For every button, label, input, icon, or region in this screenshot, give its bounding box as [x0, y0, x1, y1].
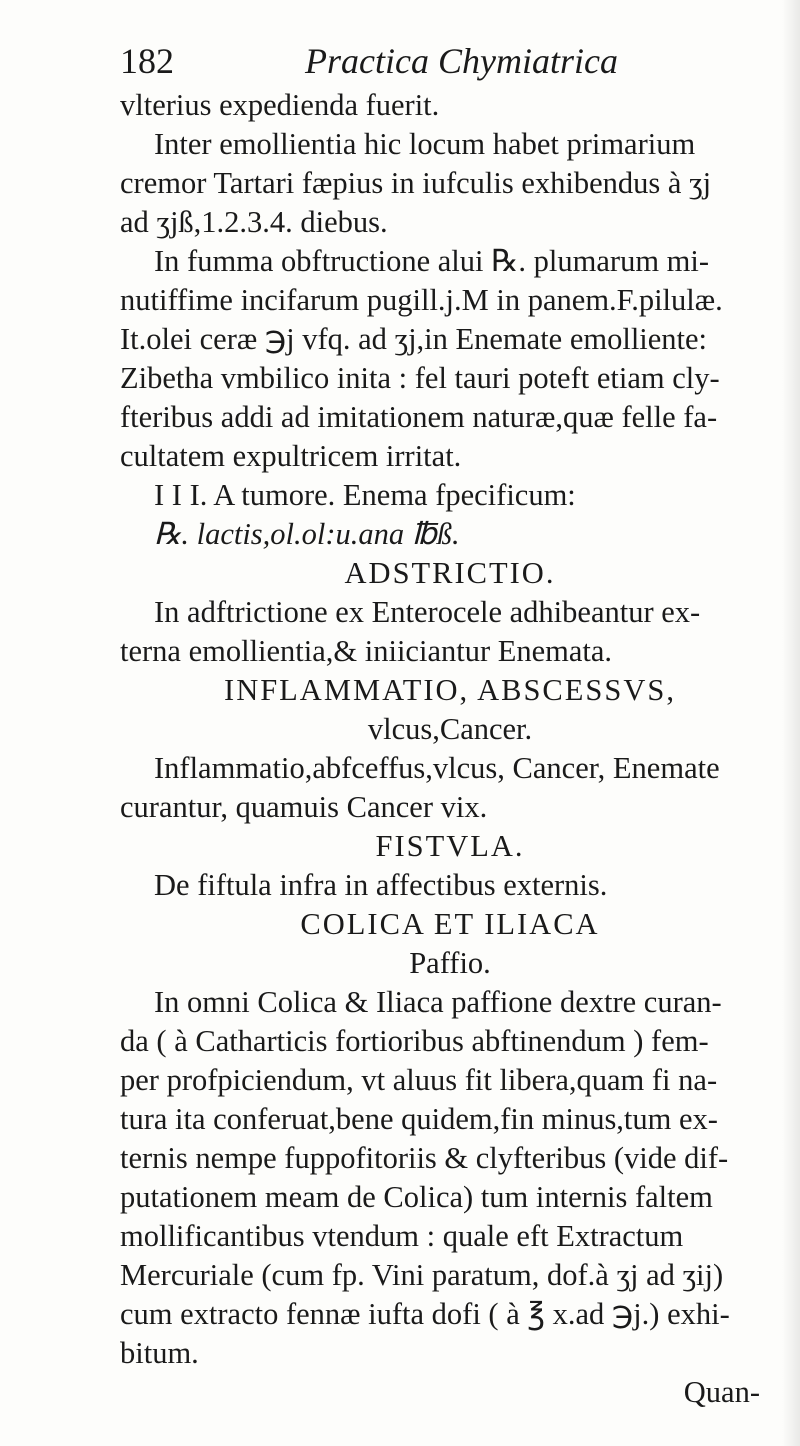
text-line: In omni Colica & Iliaca paffione dextre curan-: [154, 985, 722, 1019]
page-edge-shadow: [782, 0, 800, 1446]
text-line: Mercuriale (cum fp. Vini paratum, dof.à ʒj ad ʒij): [120, 1258, 724, 1292]
text-line: ad ʒjß,1.2.3.4. diebus.: [120, 205, 388, 239]
text-line: putationem meam de Colica) tum internis faltem: [120, 1180, 713, 1214]
text-line: In adftrictione ex Enterocele adhibeantur ex-: [154, 595, 701, 629]
text-line: tura ita conferuat,bene quidem,fin minus,tum ex-: [120, 1102, 718, 1136]
section-subheading: vlcus,Cancer.: [367, 712, 533, 746]
text-line: fteribus addi ad imitationem naturæ,quæ felle fa-: [120, 400, 718, 434]
text-line: ternis nempe fuppofitoriis & clyfteribus (vide dif-: [120, 1141, 729, 1175]
page-number: 182: [120, 41, 174, 81]
section-heading: ADSTRICTIO.: [344, 556, 556, 590]
text-line: Inflammatio,abfceffus,vlcus, Cancer, Enemate: [154, 751, 720, 785]
catchword: Quan-: [683, 1375, 760, 1409]
section-heading: FISTVLA.: [375, 829, 525, 863]
section-heading: COLICA ET ILIACA: [300, 907, 600, 941]
page-header: [120, 40, 740, 90]
text-line: vlterius expedienda fuerit.: [120, 88, 440, 122]
text-line: I I I. A tumore. Enema fpecificum:: [154, 478, 576, 512]
text-line: cremor Tartari fæpius in iufculis exhibendus à ʒj: [120, 166, 712, 200]
section-subheading: Paffio.: [409, 946, 491, 980]
text-line: mollificantibus vtendum : quale eft Extractum: [120, 1219, 684, 1253]
text-line: per profpiciendum, vt aluus fit libera,quam fi na-: [120, 1063, 718, 1097]
text-line: In fumma obftructione alui ℞. plumarum mi-: [154, 244, 710, 278]
text-line: curantur, quamuis Cancer vix.: [120, 790, 488, 824]
text-line: terna emollientia,& iniiciantur Enemata.: [120, 634, 613, 668]
text-line: De fiftula infra in affectibus externis.: [154, 868, 608, 902]
section-heading: INFLAMMATIO, ABSCESSVS,: [224, 673, 676, 707]
text-line: nutiffime incifarum pugill.j.M in panem.F.pilulæ.: [120, 283, 723, 317]
text-line: Zibetha vmbilico inita : fel tauri poteft etiam cly-: [120, 361, 720, 395]
body-text: [120, 86, 780, 1412]
running-title: Practica Chymiatrica: [305, 41, 618, 81]
text-line: da ( à Catharticis fortioribus abftinendum ) fem-: [120, 1024, 709, 1058]
text-line: ℞. lactis,ol.ol:u.ana ℔ß.: [154, 517, 460, 551]
text-line: Inter emollientia hic locum habet primarium: [154, 127, 696, 161]
text-line: It.olei ceræ ℈j vfq. ad ʒj,in Enemate emolliente:: [120, 322, 708, 356]
text-line: bitum.: [120, 1336, 199, 1370]
text-line: cultatem expultricem irritat.: [120, 439, 462, 473]
text-line: cum extracto fennæ iufta dofi ( à ℥ x.ad ℈j.) exhi-: [120, 1297, 730, 1331]
